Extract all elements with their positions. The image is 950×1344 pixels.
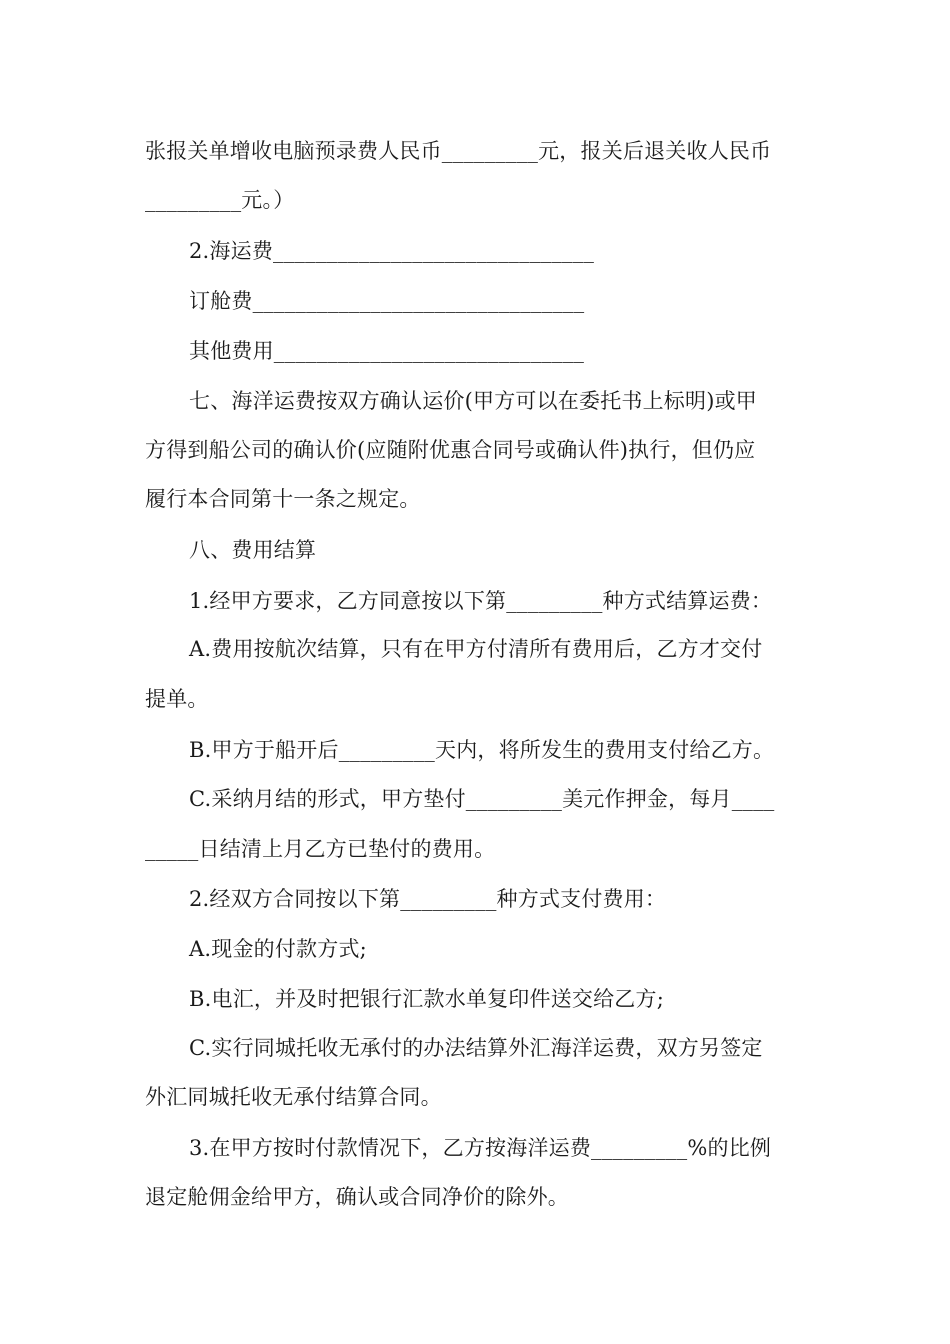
payment-option-b: B.电汇，并及时把银行汇款水单复印件送交给乙方; <box>189 987 664 1011</box>
clause-seven-line: 方得到船公司的确认价(应随附优惠合同号或确认件)执行，但仍应 <box>145 438 756 462</box>
settlement-option-c: _____日结清上月乙方已垫付的费用。 <box>145 837 496 861</box>
payment-option-c: 外汇同城托收无承付结算合同。 <box>145 1085 442 1109</box>
section-heading: 八、费用结算 <box>189 538 317 562</box>
commission-item: 退定舱佣金给甲方，确认或合同净价的除外。 <box>145 1185 569 1209</box>
clause-seven-line: 履行本合同第十一条之规定。 <box>145 487 421 511</box>
payment-option-a: A.现金的付款方式; <box>189 937 367 961</box>
payment-option-c: C.实行同城托收无承付的办法结算外汇海洋运费，双方另签定 <box>189 1036 763 1060</box>
commission-item: 3.在甲方按时付款情况下，乙方按海洋运费_________%的比例 <box>189 1136 772 1160</box>
settlement-option-a: A.费用按航次结算，只有在甲方付清所有费用后，乙方才交付 <box>189 637 763 661</box>
settlement-option-b: B.甲方于船开后_________天内，将所发生的费用支付给乙方。 <box>189 738 775 762</box>
settlement-item: 1.经甲方要求，乙方同意按以下第_________种方式结算运费： <box>189 589 773 613</box>
fee-item-other: 其他费用_____________________________ <box>189 339 585 363</box>
payment-item: 2.经双方合同按以下第_________种方式支付费用： <box>189 887 667 911</box>
settlement-option-a: 提单。 <box>145 687 209 711</box>
fee-item-booking: 订舱费_______________________________ <box>189 289 585 313</box>
clause-seven-line: 七、海洋运费按双方确认运价(甲方可以在委托书上标明)或甲 <box>189 389 757 413</box>
fee-item-ocean-freight: 2.海运费______________________________ <box>189 239 595 263</box>
paragraph-line: 张报关单增收电脑预录费人民币_________元，报关后退关收人民币 <box>145 139 772 163</box>
settlement-option-c: C.采纳月结的形式，甲方垫付_________美元作押金，每月____ <box>189 787 775 811</box>
paragraph-line: _________元。） <box>145 188 295 212</box>
